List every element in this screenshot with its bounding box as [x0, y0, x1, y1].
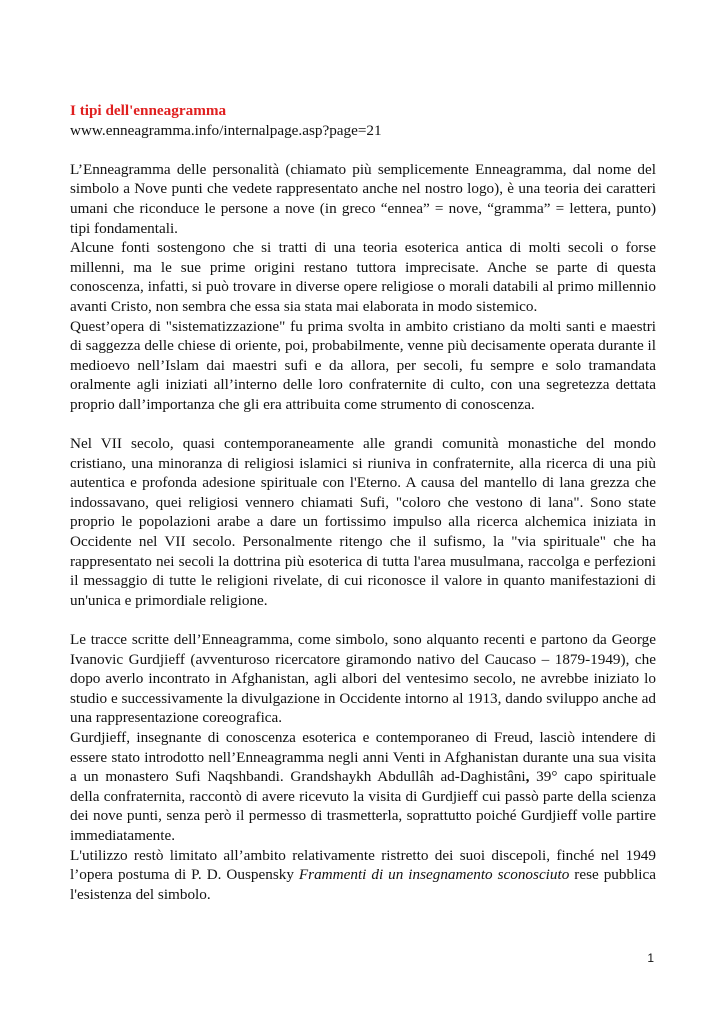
paragraph-gurdjieff-teacher [70, 728, 656, 846]
book-title: Frammenti di un insegnamento sconosciuto [298, 866, 570, 884]
spacer [70, 415, 656, 435]
paragraph-text: L'utilizzo restò limitato all’ambito relativamente ristretto dei suoi discepoli, finché nel 1949 l’opera postuma di P. D. Ouspensky [70, 846, 656, 884]
paragraph-intro: L’Enneagramma delle personalità (chiamato più semplicemente Enneagramma, dal nome del simbolo a Nove punti che vedete rappresentato anche nel nostro logo), è una teoria dei caratteri umani che riconduce le persone a nove (in greco “ennea” = nove, “gramma” = lettera, punto) tipi fondamentali. [70, 160, 656, 237]
bold-comma: , [525, 768, 530, 786]
spacer [70, 610, 656, 630]
paragraph-sufi: Nel VII secolo, quasi contemporaneamente alle grandi comunità monastiche del mondo cristiano, una minoranza di religiosi islamici si riuniva in confraternite, alla ricerca di una più autentica e profonda adesione spirituale con l'Eterno. A causa del mantello di lana grezza che indossavano, quei religiosi vennero chiamati Sufi, "coloro che vestono di lana". Sono state proprio le popolazioni arabe a dare un fortissimo impulso alla ricerca alchemica iniziata in Occidente nel VII secolo. Personalmente ritengo che il sufismo, la "via spirituale" che ha rappresentato nei secoli la dottrina più esoterica di tutta l'area musulmana, raccolga e perfezioni il messaggio di tutte le religioni rivelate, di cui riconosce il valore in quanto manifestazioni di un'unica e primordiale religione. [70, 435, 656, 609]
paragraph-text: rese pubblica l'esistenza del simbolo. [70, 866, 656, 903]
source-url: www.enneagramma.info/internalpage.asp?page=21 [70, 121, 382, 139]
page-number: 1 [647, 951, 654, 965]
paragraph-text: 39° capo spirituale della confraternita, raccontò di avere ricevuto la visita di Gurdjieff cui passò parte della scienza dei nove punti, senza però il permesso di trasmetterla, soprattutto poiché Gurdjieff volle partire immediatamente. [70, 768, 656, 844]
paragraph-origins: Alcune fonti sostengono che si tratti di una teoria esoterica antica di molti secoli o forse millenni, ma le sue prime origini restano tuttora imprecisate. Anche se parte di questa conoscenza, infatti, si può trovare in diverse opere religiose o morali databili al primo millennio avanti Cristo, non sembra che essa sia stata mai elaborata in modo sistemico. [70, 239, 656, 315]
document-page [70, 101, 656, 904]
spacer [70, 140, 656, 160]
paragraph-systematization: Quest’opera di "sistematizzazione" fu prima svolta in ambito cristiano da molti santi e maestri di saggezza delle chiese di oriente, poi, probabilmente, venne più decisamente operata durante il medioevo nell’Islam dai maestri sufi e da allora, per secoli, fu sempre e solo tramandata oralmente agli iniziati all’interno delle loro confraternite di culto, con una segretezza dettata proprio dall’importanza che gli era attribuita come strumento di conoscenza. [70, 317, 656, 413]
document-title: I tipi dell'enneagramma [70, 102, 227, 119]
paragraph-text: Gurdjieff, insegnante di conoscenza esoterica e contemporaneo di Freud, lasciò intendere di essere stato introdotto nell’Enneagramma negli anni Venti in Afghanistan durante una sua visita a un monastero Sufi Naqshbandi. Grandshaykh Abdullâh ad-Daghistâni [70, 729, 656, 786]
paragraph-gurdjieff-traces: Le tracce scritte dell’Enneagramma, come simbolo, sono alquanto recenti e partono da George Ivanovic Gurdjieff (avventuroso ricercatore giramondo nativo del Caucaso – 1879-1949), che dopo averlo incontrato in Afghanistan, agli albori del ventesimo secolo, ne avrebbe iniziato lo studio e successivamente la divulgazione in Occidente intorno al 1913, dando sviluppo anche ad una rappresentazione coreografica. [70, 631, 656, 727]
paragraph-ouspensky [70, 846, 656, 905]
